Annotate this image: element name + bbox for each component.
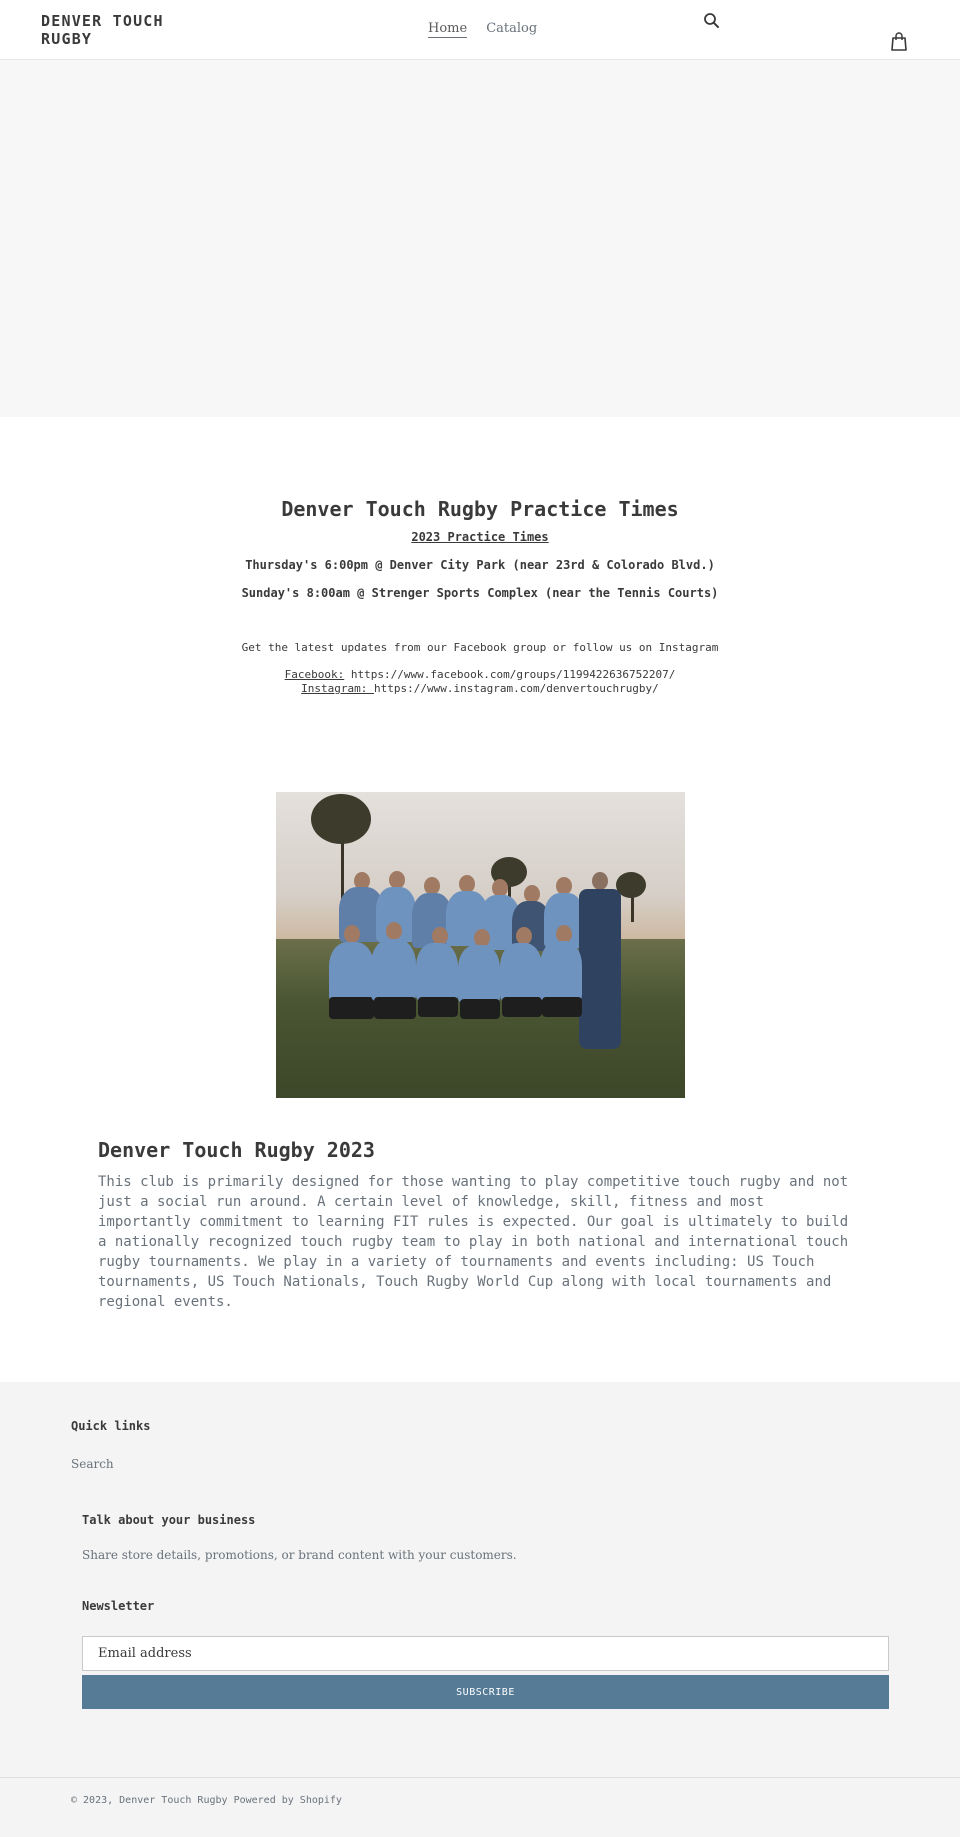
photo-container bbox=[0, 792, 960, 1098]
instagram-url: https://www.instagram.com/denvertouchrugby/ bbox=[374, 682, 659, 695]
site-logo[interactable]: DENVER TOUCH RUGBY bbox=[41, 12, 164, 48]
facebook-link[interactable]: Facebook: bbox=[284, 668, 345, 681]
email-input[interactable] bbox=[82, 1636, 889, 1671]
site-footer bbox=[0, 1382, 960, 1837]
nav-catalog[interactable]: Catalog bbox=[486, 21, 538, 36]
shopping-bag-icon bbox=[890, 32, 908, 52]
footer-bottom bbox=[0, 1777, 960, 1837]
facebook-line bbox=[0, 668, 960, 682]
about-title: Denver Touch Rugby 2023 bbox=[98, 1138, 375, 1162]
main-nav bbox=[428, 21, 537, 38]
practice-time-thursday: Thursday's 6:00pm @ Denver City Park (near 23rd & Colorado Blvd.) bbox=[245, 558, 715, 572]
nav-home[interactable]: Home bbox=[428, 21, 468, 36]
quick-links-title: Quick links bbox=[71, 1419, 151, 1433]
business-text: Share store details, promotions, or brand content with your customers. bbox=[82, 1548, 517, 1562]
subscribe-button[interactable]: SUBSCRIBE bbox=[82, 1675, 889, 1709]
site-header bbox=[0, 0, 960, 60]
practice-times-section bbox=[0, 417, 960, 696]
newsletter bbox=[0, 1598, 960, 1709]
cart-button[interactable] bbox=[890, 32, 908, 52]
search-icon bbox=[703, 12, 721, 30]
team-photo bbox=[276, 792, 685, 1098]
quick-links bbox=[0, 1418, 960, 1472]
palm-tree-top bbox=[311, 794, 371, 844]
hero-banner bbox=[0, 60, 960, 417]
practice-time-sunday: Sunday's 8:00am @ Strenger Sports Complex (near the Tennis Courts) bbox=[241, 586, 719, 600]
team-group bbox=[324, 867, 624, 1067]
powered-by-link[interactable]: Powered by Shopify bbox=[233, 1795, 342, 1806]
instagram-link[interactable]: Instagram: bbox=[301, 682, 375, 695]
about-section bbox=[0, 1098, 960, 1312]
facebook-url: https://www.facebook.com/groups/1199422636752207/ bbox=[350, 668, 676, 681]
business-info bbox=[0, 1512, 960, 1562]
about-body: This club is primarily designed for those wanting to play competitive touch rugby and not just a social run around. A certain level of knowledge, skill, fitness and most importantly commitment to learning FIT rules is expected. Our goal is ultimately to build a nationally recognized touch rugby team to play in both national and international touch rugby tournaments. We play in a variety of tournaments and events including: US Touch tournaments, US Touch Nationals, Touch Rugby World Cup along with local tournaments and regional events. bbox=[98, 1174, 849, 1310]
updates-text: Get the latest updates from our Facebook group or follow us on Instagram bbox=[241, 641, 719, 654]
copyright: © 2023, Denver Touch Rugby bbox=[71, 1795, 228, 1806]
instagram-line bbox=[0, 682, 960, 696]
footer-link-search[interactable]: Search bbox=[71, 1457, 114, 1471]
search-button[interactable] bbox=[703, 12, 721, 30]
newsletter-title: Newsletter bbox=[82, 1599, 155, 1613]
practice-subheading: 2023 Practice Times bbox=[411, 530, 549, 544]
business-title: Talk about your business bbox=[82, 1513, 256, 1527]
practice-title: Denver Touch Rugby Practice Times bbox=[281, 497, 679, 521]
